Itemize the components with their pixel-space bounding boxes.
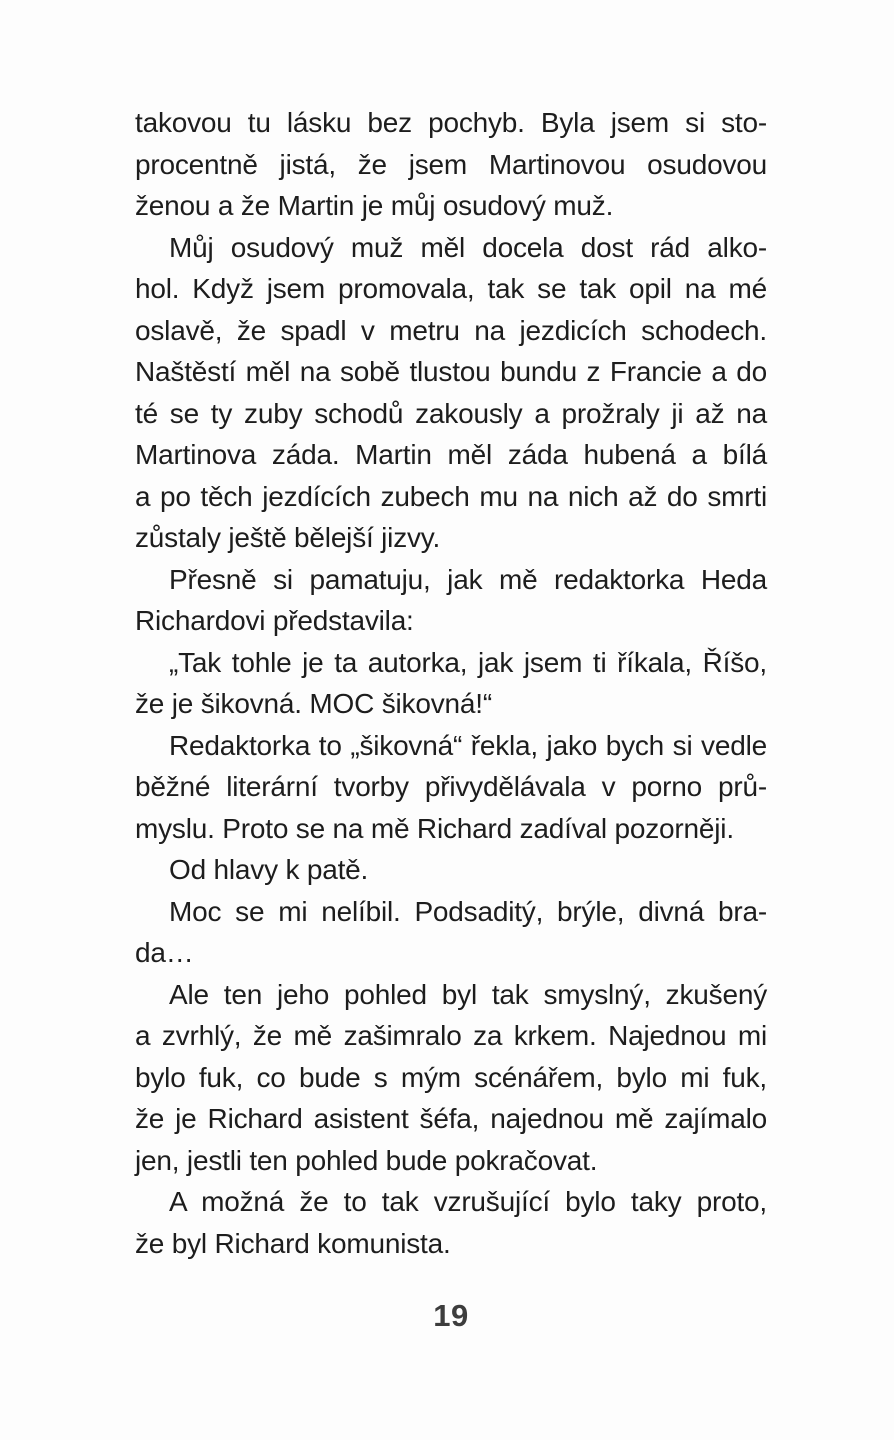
text-line: A možná že to tak vzrušující bylo taky proto, [169, 1186, 767, 1217]
text-line: Ale ten jeho pohled byl tak smyslný, zkušený [169, 978, 767, 1010]
text-line: Richardovi představila: [135, 605, 414, 636]
text-line: té se ty zuby schodů zakously a prožraly ji až na [135, 397, 767, 429]
text-line: a zvrhlý, že mě zašimralo za krkem. Najednou mi [135, 1020, 767, 1051]
text-line: Naštěstí měl na sobě tlustou bundu z Francie a do [135, 356, 767, 387]
text-line: že je Richard asistent šéfa, najednou mě zajímalo [135, 1103, 767, 1134]
text-line: Moc se mi nelíbil. Podsaditý, brýle, divná bra- [169, 895, 767, 927]
text-line: že je šikovná. MOC šikovná!“ [135, 688, 492, 719]
text-line: oslavě, že spadl v metru na jezdicích schodech. [135, 314, 767, 346]
text-line: ženou a že Martin je můj osudový muž. [135, 190, 614, 221]
text-line: myslu. Proto se na mě Richard zadíval pozorněji. [135, 812, 734, 844]
text-line: „Tak tohle je ta autorka, jak jsem ti říkala, Říšo, [169, 646, 767, 678]
text-line: bylo fuk, co bude s mým scénářem, bylo mi fuk, [135, 1061, 767, 1093]
text-line: jen, jestli ten pohled bude pokračovat. [135, 1144, 598, 1176]
text-line: Přesně si pamatuju, jak mě redaktorka Heda [169, 563, 767, 595]
text-line: takovou tu lásku bez pochyb. Byla jsem si sto- [135, 107, 767, 138]
text-line: da… [135, 937, 194, 968]
text-line: Martinova záda. Martin měl záda hubená a bílá [135, 439, 767, 470]
text-line: a po těch jezdících zubech mu na nich až do smrti [135, 480, 767, 512]
text-line: Redaktorka to „šikovná“ řekla, jako bych si vedle [169, 729, 767, 761]
text-line: zůstaly ještě bělejší jizvy. [135, 522, 441, 553]
text-line: Od hlavy k patě. [169, 854, 369, 885]
text-line: Můj osudový muž měl docela dost rád alko- [169, 231, 767, 263]
text-line: hol. Když jsem promovala, tak se tak opil na mé [135, 273, 767, 304]
text-line: procentně jistá, že jsem Martinovou osudovou [135, 148, 767, 180]
page-text [135, 102, 767, 1264]
page-number: 19 [433, 1298, 469, 1333]
text-line: běžné literární tvorby přivydělávala v porno prů- [135, 771, 767, 802]
text-line: že byl Richard komunista. [135, 1227, 451, 1259]
